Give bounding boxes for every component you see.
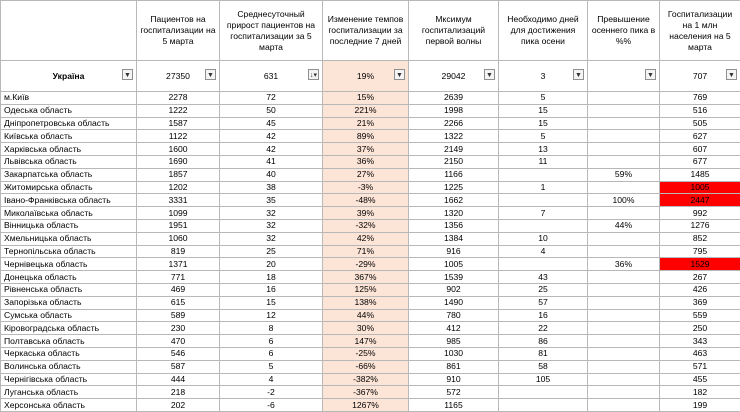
days-cell[interactable]: 7 (499, 207, 588, 220)
growth-cell[interactable]: 32 (220, 207, 323, 220)
patients-cell[interactable]: 218 (137, 386, 220, 399)
total-per-million-cell (660, 61, 740, 92)
excess-cell[interactable]: 36% (588, 258, 660, 271)
total-days: 3 (541, 71, 546, 81)
growth-cell[interactable]: 5 (220, 360, 323, 373)
region-cell[interactable]: Дніпропетровська область (1, 117, 137, 130)
max-cell[interactable]: 572 (409, 386, 499, 399)
patients-cell[interactable]: 1857 (137, 168, 220, 181)
region-cell[interactable]: Черкаська область (1, 347, 137, 360)
patients-cell[interactable]: 2278 (137, 92, 220, 105)
region-cell[interactable]: Луганська область (1, 386, 137, 399)
table-row (1, 258, 740, 271)
max-cell[interactable]: 1225 (409, 181, 499, 194)
excess-cell[interactable] (588, 232, 660, 245)
max-cell[interactable]: 2639 (409, 92, 499, 105)
table-row (1, 92, 740, 105)
max-cell[interactable]: 910 (409, 373, 499, 386)
dropdown-arrow-icon[interactable]: ▼ (573, 69, 584, 80)
total-growth-cell (220, 61, 323, 92)
dropdown-arrow-icon[interactable]: ▼ (726, 69, 737, 80)
total-days-cell (499, 61, 588, 92)
change-cell[interactable]: 15% (323, 92, 409, 105)
total-patients: 27350 (166, 71, 190, 81)
days-cell[interactable]: 1 (499, 181, 588, 194)
max-cell[interactable]: 1539 (409, 271, 499, 284)
max-cell[interactable]: 2150 (409, 155, 499, 168)
region-cell[interactable]: Волинська область (1, 360, 137, 373)
days-cell[interactable]: 105 (499, 373, 588, 386)
change-cell[interactable]: 89% (323, 130, 409, 143)
excess-cell[interactable]: 100% (588, 194, 660, 207)
max-cell[interactable]: 780 (409, 309, 499, 322)
growth-cell[interactable]: 42 (220, 130, 323, 143)
days-cell[interactable] (499, 168, 588, 181)
per-million-cell[interactable]: 1005 (660, 181, 740, 194)
total-patients-cell (137, 61, 220, 92)
growth-cell[interactable]: 38 (220, 181, 323, 194)
patients-cell[interactable]: 1690 (137, 155, 220, 168)
growth-cell[interactable]: 50 (220, 104, 323, 117)
per-million-cell[interactable]: 607 (660, 143, 740, 156)
excess-cell[interactable] (588, 155, 660, 168)
max-cell[interactable]: 1322 (409, 130, 499, 143)
excess-cell[interactable] (588, 335, 660, 348)
excess-cell[interactable] (588, 181, 660, 194)
dropdown-arrow-icon[interactable]: ▼ (394, 69, 405, 80)
patients-cell[interactable]: 1600 (137, 143, 220, 156)
per-million-cell[interactable]: 267 (660, 271, 740, 284)
max-cell[interactable]: 1998 (409, 104, 499, 117)
patients-cell[interactable]: 771 (137, 271, 220, 284)
per-million-cell[interactable]: 559 (660, 309, 740, 322)
days-cell[interactable]: 5 (499, 92, 588, 105)
days-cell[interactable]: 81 (499, 347, 588, 360)
excess-cell[interactable] (588, 373, 660, 386)
header-row (1, 1, 740, 61)
change-cell[interactable]: -29% (323, 258, 409, 271)
patients-cell[interactable]: 615 (137, 296, 220, 309)
change-cell[interactable]: 147% (323, 335, 409, 348)
per-million-cell[interactable]: 852 (660, 232, 740, 245)
change-cell[interactable]: 36% (323, 155, 409, 168)
patients-cell[interactable]: 1122 (137, 130, 220, 143)
max-cell[interactable]: 2266 (409, 117, 499, 130)
days-cell[interactable] (499, 194, 588, 207)
change-cell[interactable]: 44% (323, 309, 409, 322)
total-region-cell (1, 61, 137, 92)
patients-cell[interactable]: 1060 (137, 232, 220, 245)
excess-cell[interactable] (588, 92, 660, 105)
per-million-cell[interactable]: 795 (660, 245, 740, 258)
per-million-cell[interactable]: 426 (660, 283, 740, 296)
max-cell[interactable]: 1166 (409, 168, 499, 181)
patients-cell[interactable]: 1371 (137, 258, 220, 271)
days-cell[interactable]: 58 (499, 360, 588, 373)
region-cell[interactable]: Київська область (1, 130, 137, 143)
patients-cell[interactable]: 1099 (137, 207, 220, 220)
patients-cell[interactable]: 587 (137, 360, 220, 373)
excess-cell[interactable] (588, 283, 660, 296)
region-cell[interactable]: Сумська область (1, 309, 137, 322)
change-cell[interactable]: -3% (323, 181, 409, 194)
table-row (1, 347, 740, 360)
region-cell[interactable]: Тернопільська область (1, 245, 137, 258)
table-row (1, 117, 740, 130)
dropdown-arrow-icon[interactable]: ▼ (645, 69, 656, 80)
change-cell[interactable]: 30% (323, 322, 409, 335)
change-cell[interactable]: -48% (323, 194, 409, 207)
change-cell[interactable]: 1267% (323, 399, 409, 412)
table-row (1, 386, 740, 399)
growth-cell[interactable]: 45 (220, 117, 323, 130)
table-row (1, 168, 740, 181)
days-cell[interactable]: 57 (499, 296, 588, 309)
excess-cell[interactable] (588, 296, 660, 309)
sort-desc-arrow-icon[interactable]: ↓▾ (308, 69, 319, 80)
change-cell[interactable]: 21% (323, 117, 409, 130)
per-million-cell[interactable]: 463 (660, 347, 740, 360)
change-cell[interactable]: 71% (323, 245, 409, 258)
table-row (1, 283, 740, 296)
total-change-cell (323, 61, 409, 92)
total-excess-cell (588, 61, 660, 92)
total-change: 19% (357, 71, 374, 81)
change-cell[interactable]: 367% (323, 271, 409, 284)
table-row (1, 271, 740, 284)
total-growth: 631 (264, 71, 278, 81)
excess-cell[interactable] (588, 347, 660, 360)
excess-cell[interactable] (588, 271, 660, 284)
growth-cell[interactable]: -6 (220, 399, 323, 412)
days-cell[interactable]: 86 (499, 335, 588, 348)
change-cell[interactable]: -32% (323, 219, 409, 232)
excess-cell[interactable] (588, 104, 660, 117)
region-cell[interactable]: м.Київ (1, 92, 137, 105)
change-cell[interactable]: 138% (323, 296, 409, 309)
change-cell[interactable]: 125% (323, 283, 409, 296)
per-million-cell[interactable]: 250 (660, 322, 740, 335)
per-million-cell[interactable]: 182 (660, 386, 740, 399)
per-million-cell[interactable]: 1529 (660, 258, 740, 271)
days-cell[interactable]: 11 (499, 155, 588, 168)
days-cell[interactable]: 25 (499, 283, 588, 296)
patients-cell[interactable]: 470 (137, 335, 220, 348)
change-cell[interactable]: -367% (323, 386, 409, 399)
region-cell[interactable]: Рівненська область (1, 283, 137, 296)
growth-cell[interactable]: -2 (220, 386, 323, 399)
max-cell[interactable]: 1490 (409, 296, 499, 309)
patients-cell[interactable]: 589 (137, 309, 220, 322)
per-million-cell[interactable]: 199 (660, 399, 740, 412)
patients-cell[interactable]: 230 (137, 322, 220, 335)
change-cell[interactable]: 27% (323, 168, 409, 181)
patients-cell[interactable]: 202 (137, 399, 220, 412)
total-max-cell (409, 61, 499, 92)
days-cell[interactable]: 13 (499, 143, 588, 156)
header-max-first-wave: Мксимум госпитализаций первой волны (409, 1, 499, 61)
excess-cell[interactable] (588, 309, 660, 322)
days-cell[interactable]: 5 (499, 130, 588, 143)
patients-cell[interactable]: 1587 (137, 117, 220, 130)
region-cell[interactable]: Закарпатська область (1, 168, 137, 181)
growth-cell[interactable]: 41 (220, 155, 323, 168)
excess-cell[interactable] (588, 386, 660, 399)
patients-cell[interactable]: 1951 (137, 219, 220, 232)
table-row (1, 335, 740, 348)
region-cell[interactable]: Чернігівська область (1, 373, 137, 386)
table-row (1, 296, 740, 309)
growth-cell[interactable]: 40 (220, 168, 323, 181)
max-cell[interactable]: 861 (409, 360, 499, 373)
per-million-cell[interactable]: 455 (660, 373, 740, 386)
per-million-cell[interactable]: 677 (660, 155, 740, 168)
excess-cell[interactable] (588, 360, 660, 373)
table-row (1, 309, 740, 322)
per-million-cell[interactable]: 505 (660, 117, 740, 130)
excess-cell[interactable] (588, 207, 660, 220)
max-cell[interactable]: 1356 (409, 219, 499, 232)
growth-cell[interactable]: 42 (220, 143, 323, 156)
patients-cell[interactable]: 469 (137, 283, 220, 296)
max-cell[interactable]: 985 (409, 335, 499, 348)
header-excess: Превышение осеннего пика в %% (588, 1, 660, 61)
per-million-cell[interactable]: 627 (660, 130, 740, 143)
growth-cell[interactable]: 6 (220, 347, 323, 360)
max-cell[interactable]: 1165 (409, 399, 499, 412)
days-cell[interactable]: 22 (499, 322, 588, 335)
region-cell[interactable]: Івано-Франківська область (1, 194, 137, 207)
table-row (1, 373, 740, 386)
days-cell[interactable] (499, 399, 588, 412)
growth-cell[interactable]: 32 (220, 219, 323, 232)
table-row (1, 194, 740, 207)
days-cell[interactable]: 4 (499, 245, 588, 258)
growth-cell[interactable]: 72 (220, 92, 323, 105)
total-region: Україна (53, 71, 85, 81)
region-cell[interactable]: Миколаївська область (1, 207, 137, 220)
per-million-cell[interactable]: 571 (660, 360, 740, 373)
region-cell[interactable]: Чернівецька область (1, 258, 137, 271)
growth-cell[interactable]: 15 (220, 296, 323, 309)
total-max: 29042 (442, 71, 466, 81)
change-cell[interactable]: 37% (323, 143, 409, 156)
table-row (1, 232, 740, 245)
per-million-cell[interactable]: 343 (660, 335, 740, 348)
excess-cell[interactable] (588, 399, 660, 412)
table-row (1, 181, 740, 194)
days-cell[interactable] (499, 258, 588, 271)
table-row (1, 245, 740, 258)
per-million-cell[interactable]: 1276 (660, 219, 740, 232)
dropdown-arrow-icon[interactable]: ▼ (122, 69, 133, 80)
table-row (1, 360, 740, 373)
header-per-million: Госпитализации на 1 млн населения на 5 марта (660, 1, 740, 61)
per-million-cell[interactable]: 2447 (660, 194, 740, 207)
excess-cell[interactable] (588, 117, 660, 130)
excess-cell[interactable] (588, 322, 660, 335)
patients-cell[interactable]: 1202 (137, 181, 220, 194)
days-cell[interactable]: 10 (499, 232, 588, 245)
change-cell[interactable]: -382% (323, 373, 409, 386)
patients-cell[interactable]: 819 (137, 245, 220, 258)
region-cell[interactable]: Хмельницька область (1, 232, 137, 245)
header-region (1, 1, 137, 61)
growth-cell[interactable]: 8 (220, 322, 323, 335)
change-cell[interactable]: 42% (323, 232, 409, 245)
excess-cell[interactable] (588, 245, 660, 258)
max-cell[interactable]: 1384 (409, 232, 499, 245)
region-cell[interactable]: Полтавська область (1, 335, 137, 348)
table-row (1, 155, 740, 168)
table-row (1, 219, 740, 232)
region-cell[interactable]: Вінницька область (1, 219, 137, 232)
region-cell[interactable]: Харківська область (1, 143, 137, 156)
growth-cell[interactable]: 12 (220, 309, 323, 322)
change-cell[interactable]: -66% (323, 360, 409, 373)
excess-cell[interactable] (588, 143, 660, 156)
region-cell[interactable]: Запорізька область (1, 296, 137, 309)
per-million-cell[interactable]: 516 (660, 104, 740, 117)
growth-cell[interactable]: 4 (220, 373, 323, 386)
days-cell[interactable]: 15 (499, 104, 588, 117)
days-cell[interactable] (499, 386, 588, 399)
table-row (1, 130, 740, 143)
patients-cell[interactable]: 3331 (137, 194, 220, 207)
days-cell[interactable]: 43 (499, 271, 588, 284)
dropdown-arrow-icon[interactable]: ▼ (484, 69, 495, 80)
region-cell[interactable]: Житомирська область (1, 181, 137, 194)
max-cell[interactable]: 2149 (409, 143, 499, 156)
growth-cell[interactable]: 32 (220, 232, 323, 245)
growth-cell[interactable]: 25 (220, 245, 323, 258)
growth-cell[interactable]: 20 (220, 258, 323, 271)
region-cell[interactable]: Одеська область (1, 104, 137, 117)
change-cell[interactable]: 39% (323, 207, 409, 220)
patients-cell[interactable]: 1222 (137, 104, 220, 117)
max-cell[interactable]: 1030 (409, 347, 499, 360)
max-cell[interactable]: 1662 (409, 194, 499, 207)
excess-cell[interactable]: 59% (588, 168, 660, 181)
table-row (1, 322, 740, 335)
max-cell[interactable]: 1005 (409, 258, 499, 271)
per-million-cell[interactable]: 369 (660, 296, 740, 309)
table-row (1, 399, 740, 412)
header-growth: Среднесуточный прирост пациентов на госпитализации за 5 марта (220, 1, 323, 61)
region-cell[interactable]: Кіровоградська область (1, 322, 137, 335)
per-million-cell[interactable]: 992 (660, 207, 740, 220)
per-million-cell[interactable]: 769 (660, 92, 740, 105)
per-million-cell[interactable]: 1485 (660, 168, 740, 181)
growth-cell[interactable]: 16 (220, 283, 323, 296)
max-cell[interactable]: 1320 (409, 207, 499, 220)
excess-cell[interactable]: 44% (588, 219, 660, 232)
growth-cell[interactable]: 35 (220, 194, 323, 207)
total-per-million: 707 (693, 71, 707, 81)
days-cell[interactable] (499, 219, 588, 232)
header-change: Изменение темпов госпитализации за последние 7 дней (323, 1, 409, 61)
change-cell[interactable]: 221% (323, 104, 409, 117)
dropdown-arrow-icon[interactable]: ▼ (205, 69, 216, 80)
patients-cell[interactable]: 444 (137, 373, 220, 386)
header-days-to-peak: Необходимо дней для достижения пика осени (499, 1, 588, 61)
growth-cell[interactable]: 18 (220, 271, 323, 284)
patients-cell[interactable]: 546 (137, 347, 220, 360)
max-cell[interactable]: 412 (409, 322, 499, 335)
max-cell[interactable]: 902 (409, 283, 499, 296)
region-cell[interactable]: Херсонська область (1, 399, 137, 412)
region-cell[interactable]: Донецька область (1, 271, 137, 284)
header-patients: Пациентов на госпитализации на 5 марта (137, 1, 220, 61)
region-cell[interactable]: Львівська область (1, 155, 137, 168)
days-cell[interactable]: 16 (499, 309, 588, 322)
total-row (1, 61, 740, 92)
table-row (1, 207, 740, 220)
growth-cell[interactable]: 6 (220, 335, 323, 348)
table-row (1, 143, 740, 156)
excess-cell[interactable] (588, 130, 660, 143)
change-cell[interactable]: -25% (323, 347, 409, 360)
max-cell[interactable]: 916 (409, 245, 499, 258)
table-row (1, 104, 740, 117)
days-cell[interactable]: 15 (499, 117, 588, 130)
